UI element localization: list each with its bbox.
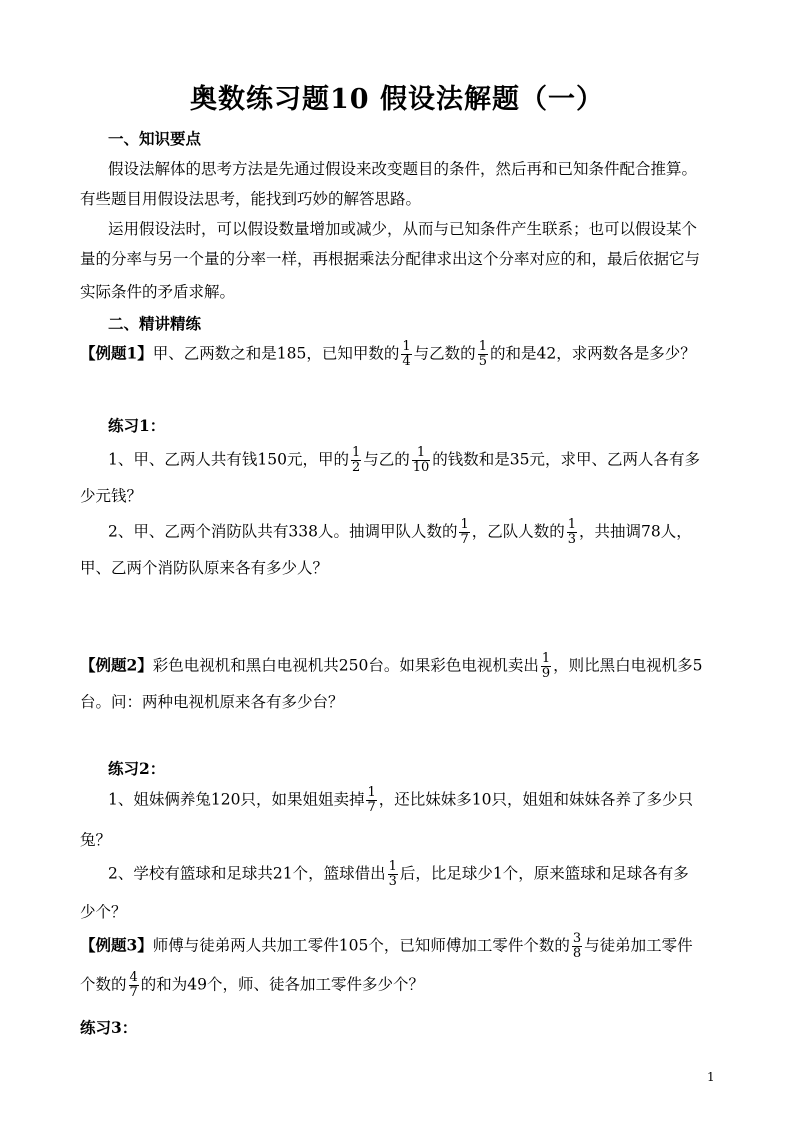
fraction: $\frac{1}{10}$ [412, 445, 430, 475]
practice-1-q1-cont: 少元钱？ [80, 487, 143, 505]
example-3: 【例题3】师傅与徒弟两人共加工零件105个，已知师傅加工零件个数的 $\frac{3}{8}$ 与徒弟加工零件 [80, 931, 693, 961]
fraction: $\frac{1}{9}$ [541, 651, 551, 681]
practice-heading: 练习1： [108, 416, 166, 435]
practice-2-q2: 2、学校有篮球和足球共21个，篮球借出 $\frac{1}{3}$ 后，比足球少1个，原来篮球和足球各有多 [108, 859, 689, 889]
section-heading-knowledge: 一、知识要点 [108, 129, 202, 148]
paragraph-line: 实际条件的矛盾求解。 [80, 283, 236, 301]
practice-1-q1: 1、甲、乙两人共有钱150元，甲的 $\frac{1}{2}$ 与乙的 $\frac{1}{10}$ 的钱数和是35元，求甲、乙两人各有多 [108, 445, 701, 475]
example-label: 【例题3】 [80, 935, 153, 955]
fraction: $\frac{1}{5}$ [478, 339, 487, 369]
fraction: $\frac{3}{8}$ [572, 931, 582, 961]
practice-heading: 练习3： [80, 1018, 138, 1037]
example-2: 【例题2】彩色电视机和黑白电视机共250台。如果彩色电视机卖出 $\frac{1}{9}$ ，则比黑白电视机多5 [80, 651, 703, 681]
practice-2-q2-cont: 少个？ [80, 903, 127, 921]
paragraph-line: 假设法解体的思考方法是先通过假设来改变题目的条件，然后再和已知条件配合推算。 [108, 160, 698, 178]
practice-1-q2: 2、甲、乙两个消防队共有338人。抽调甲队人数的 $\frac{1}{7}$ ，乙队人数的 $\frac{1}{3}$ ，共抽调78人， [108, 517, 692, 547]
fraction: $\frac{1}{2}$ [351, 445, 361, 475]
section-heading-practice: 二、精讲精练 [108, 314, 202, 333]
fraction: $\frac{1}{4}$ [402, 339, 411, 369]
fraction: $\frac{4}{7}$ [129, 970, 138, 1000]
page-title: 奥数练习题10 假设法解题（一） [190, 84, 604, 115]
practice-2-q1-cont: 兔？ [80, 831, 112, 849]
practice-1-q2-cont: 甲、乙两个消防队原来各有多少人？ [80, 559, 329, 577]
example-3-cont: 个数的 $\frac{4}{7}$ 的和为49个，师、徒各加工零件多少个？ [80, 970, 425, 1000]
practice-2-q1: 1、姐妹俩养兔120只，如果姐姐卖掉 $\frac{1}{7}$ ，还比妹妹多10只，姐姐和妹妹各养了多少只 [108, 785, 693, 815]
fraction: $\frac{1}{7}$ [367, 785, 376, 815]
paragraph-line: 有些题目用假设法思考，能找到巧妙的解答思路。 [80, 190, 422, 208]
fraction: $\frac{1}{7}$ [460, 517, 469, 547]
page-number: 1 [707, 1070, 715, 1084]
example-label: 【例题1】 [80, 343, 153, 363]
example-1: 【例题1】甲、乙两数之和是185，已知甲数的 $\frac{1}{4}$ 与乙数的 $\frac{1}{5}$ 的和是42，求两数各是多少？ [80, 339, 696, 369]
example-2-cont: 台。问：两种电视机原来各有多少台？ [80, 693, 344, 711]
paragraph-line: 运用假设法时，可以假设数量增加或减少，从而与已知条件产生联系；也可以假设某个 [108, 220, 698, 238]
fraction: $\frac{1}{3}$ [388, 859, 397, 889]
paragraph-line: 量的分率与另一个量的分率一样，再根据乘法分配律求出这个分率对应的和，最后依据它与 [80, 250, 701, 268]
fraction: $\frac{1}{3}$ [567, 517, 577, 547]
practice-heading: 练习2： [108, 759, 166, 778]
example-label: 【例题2】 [80, 655, 153, 675]
